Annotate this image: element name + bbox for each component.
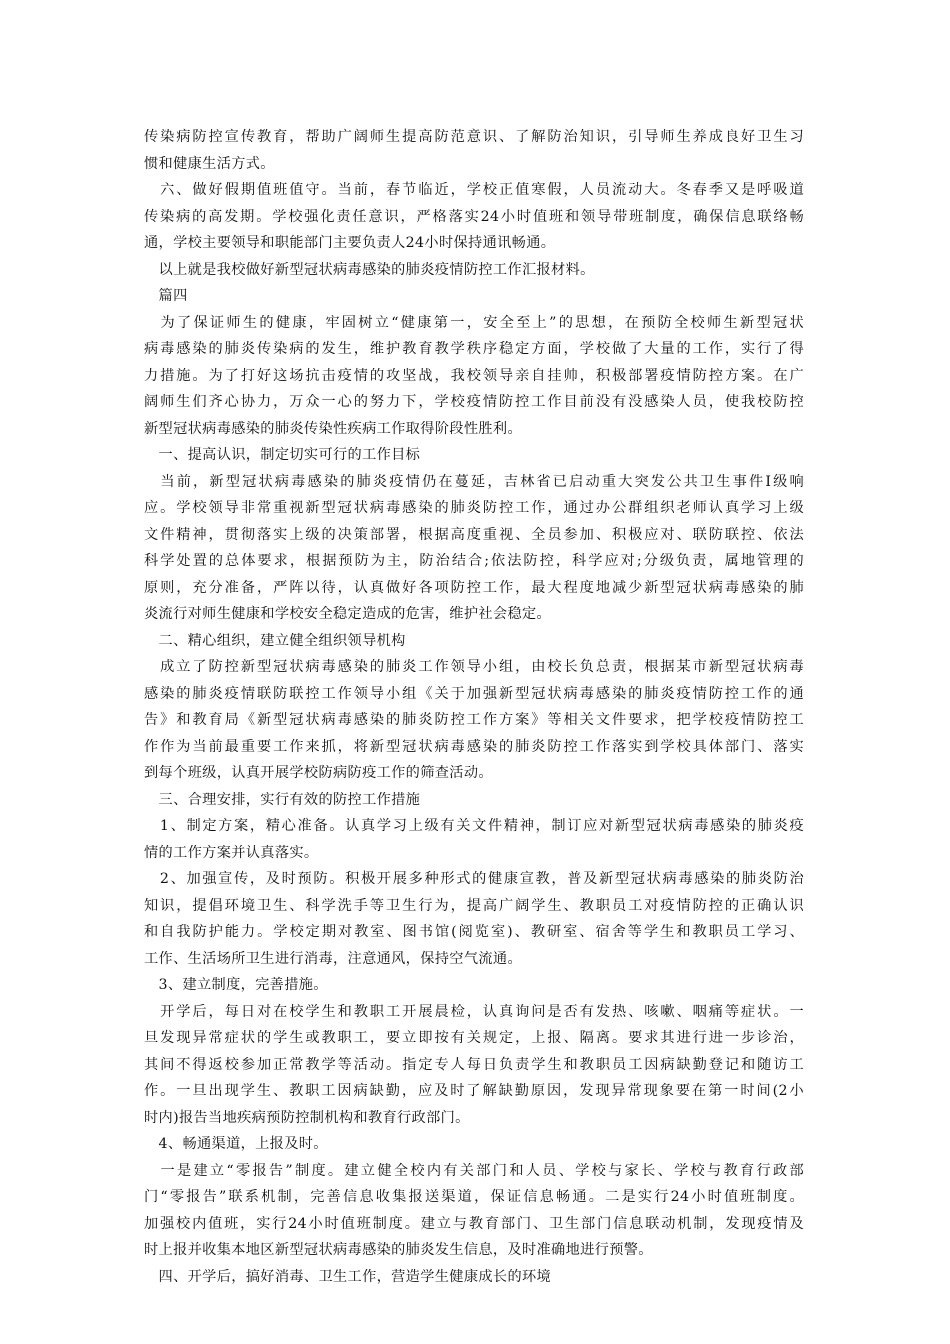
text-line: 传染病的高发期。学校强化责任意识，严格落实24小时值班和领导带班制度，确保信息联络畅 xyxy=(144,208,804,225)
document-body xyxy=(144,124,804,1290)
text-line: 力措施。为了打好这场抗击疫情的攻坚战，我校领导亲自挂帅，积极部署疫情防控方案。在广 xyxy=(144,367,804,384)
text-line: 旦发现异常症状的学生或教职工，要立即按有关规定，上报、隔离。要求其进行进一步诊治， xyxy=(144,1030,804,1046)
text-line: 成立了防控新型冠状病毒感染的肺炎工作领导小组，由校长负总责，根据某市新型冠状病毒 xyxy=(144,659,804,675)
text-line: 加强校内值班，实行24小时值班制度。建立与教育部门、卫生部门信息联动机制，发现疫情及 xyxy=(144,1215,804,1232)
text-line: 作作为当前最重要工作来抓，将新型冠状病毒感染的肺炎防控工作落实到学校具体部门、落实 xyxy=(144,738,804,755)
text-line: 惯和健康生活方式。 xyxy=(144,155,275,172)
text-line: 原则，充分准备，严阵以待，认真做好各项防控工作，最大程度地减少新型冠状病毒感染的肺 xyxy=(144,579,804,596)
text-line: 炎流行对师生健康和学校安全稳定造成的危害，维护社会稳定。 xyxy=(144,606,552,622)
text-line: 病毒感染的肺炎传染病的发生，维护教育教学秩序稳定方面，学校做了大量的工作，实行了得 xyxy=(144,341,804,357)
text-line: 以上就是我校做好新型冠状病毒感染的肺炎疫情防控工作汇报材料。 xyxy=(144,261,595,278)
text-line: 三、合理安排，实行有效的防控工作措施 xyxy=(144,791,421,808)
text-line: 二、精心组织，建立健全组织领导机构 xyxy=(144,632,406,649)
text-line: 到每个班级，认真开展学校防病防疫工作的筛查活动。 xyxy=(144,765,493,781)
text-line: 阔师生们齐心协力，万众一心的努力下，学校疫情防控工作目前没有没感染人员，使我校防控 xyxy=(144,394,804,410)
text-line: 开学后，每日对在校学生和教职工开展晨检，认真询问是否有发热、咳嗽、咽痛等症状。一 xyxy=(144,1003,804,1020)
text-line: 应。学校领导非常重视新型冠状病毒感染的肺炎防控工作，通过办公群组织老师认真学习上级 xyxy=(144,500,804,516)
text-line: 知识，提倡环境卫生、科学洗手等卫生行为，提高广阔学生、教职员工对疫情防控的正确认识 xyxy=(144,897,804,914)
text-line: 工作、生活场所卫生进行消毒，注意通风，保持空气流通。 xyxy=(144,950,522,967)
text-line: 文件精神，贯彻落实上级的决策部署，根据高度重视、全员参加、积极应对、联防联控、依法 xyxy=(144,526,804,543)
text-line: 门“零报告”联系机制，完善信息收集报送渠道，保证信息畅通。二是实行24小时值班制度。 xyxy=(144,1189,804,1205)
text-line: 一是建立“零报告”制度。建立健全校内有关部门和人员、学校与家长、学校与教育行政部 xyxy=(144,1162,804,1179)
text-line: 感染的肺炎疫情联防联控工作领导小组《关于加强新型冠状病毒感染的肺炎疫情防控工作的通 xyxy=(144,685,804,702)
text-line: 篇四 xyxy=(144,288,188,304)
text-line: 六、做好假期值班值守。当前，春节临近，学校正值寒假，人员流动大。冬春季又是呼吸道 xyxy=(144,182,804,198)
text-line: 和自我防护能力。学校定期对教室、图书馆(阅览室)、教研室、宿舍等学生和教职员工学习、 xyxy=(144,924,804,940)
text-line: 情的工作方案并认真落实。 xyxy=(144,844,319,861)
text-line: 2、加强宣传，及时预防。积极开展多种形式的健康宣教，普及新型冠状病毒感染的肺炎防治 xyxy=(144,871,804,887)
text-line: 一、提高认识，制定切实可行的工作目标 xyxy=(144,447,421,463)
text-line: 时上报并收集本地区新型冠状病毒感染的肺炎发生信息，及时准确地进行预警。 xyxy=(144,1242,653,1258)
text-line: 4、畅通渠道，上报及时。 xyxy=(144,1136,328,1152)
text-line: 告》和教育局《新型冠状病毒感染的肺炎防控工作方案》等相关文件要求，把学校疫情防控工 xyxy=(144,712,804,728)
text-line: 当前，新型冠状病毒感染的肺炎疫情仍在蔓延，吉林省已启动重大突发公共卫生事件Ⅰ级响 xyxy=(144,473,804,490)
text-line: 四、开学后，搞好消毒、卫生工作，营造学生健康成长的环境 xyxy=(144,1268,552,1285)
text-line: 3、建立制度，完善措施。 xyxy=(144,977,328,993)
text-line: 时内)报告当地疾病预防控制机构和教育行政部门。 xyxy=(144,1109,470,1126)
text-line: 传染病防控宣传教育，帮助广阔师生提高防范意识、了解防治知识，引导师生养成良好卫生习 xyxy=(144,129,804,145)
text-line: 新型冠状病毒感染的肺炎传染性疾病工作取得阶段性胜利。 xyxy=(144,420,522,437)
text-line: 通，学校主要领导和职能部门主要负责人24小时保持通讯畅通。 xyxy=(144,235,556,251)
text-line: 科学处置的总体要求，根据预防为主，防治结合;依法防控，科学应对;分级负责，属地管理的 xyxy=(144,553,804,569)
text-line: 其间不得返校参加正常教学等活动。指定专人每日负责学生和教职员工因病缺勤登记和随访工 xyxy=(144,1056,804,1073)
text-line: 1、制定方案，精心准备。认真学习上级有关文件精神，制订应对新型冠状病毒感染的肺炎疫 xyxy=(144,818,804,834)
text-line: 作。一旦出现学生、教职工因病缺勤，应及时了解缺勤原因，发现异常现象要在第一时间(2小 xyxy=(144,1083,804,1099)
text-line: 为了保证师生的健康，牢固树立“健康第一，安全至上”的思想，在预防全校师生新型冠状 xyxy=(144,314,804,331)
